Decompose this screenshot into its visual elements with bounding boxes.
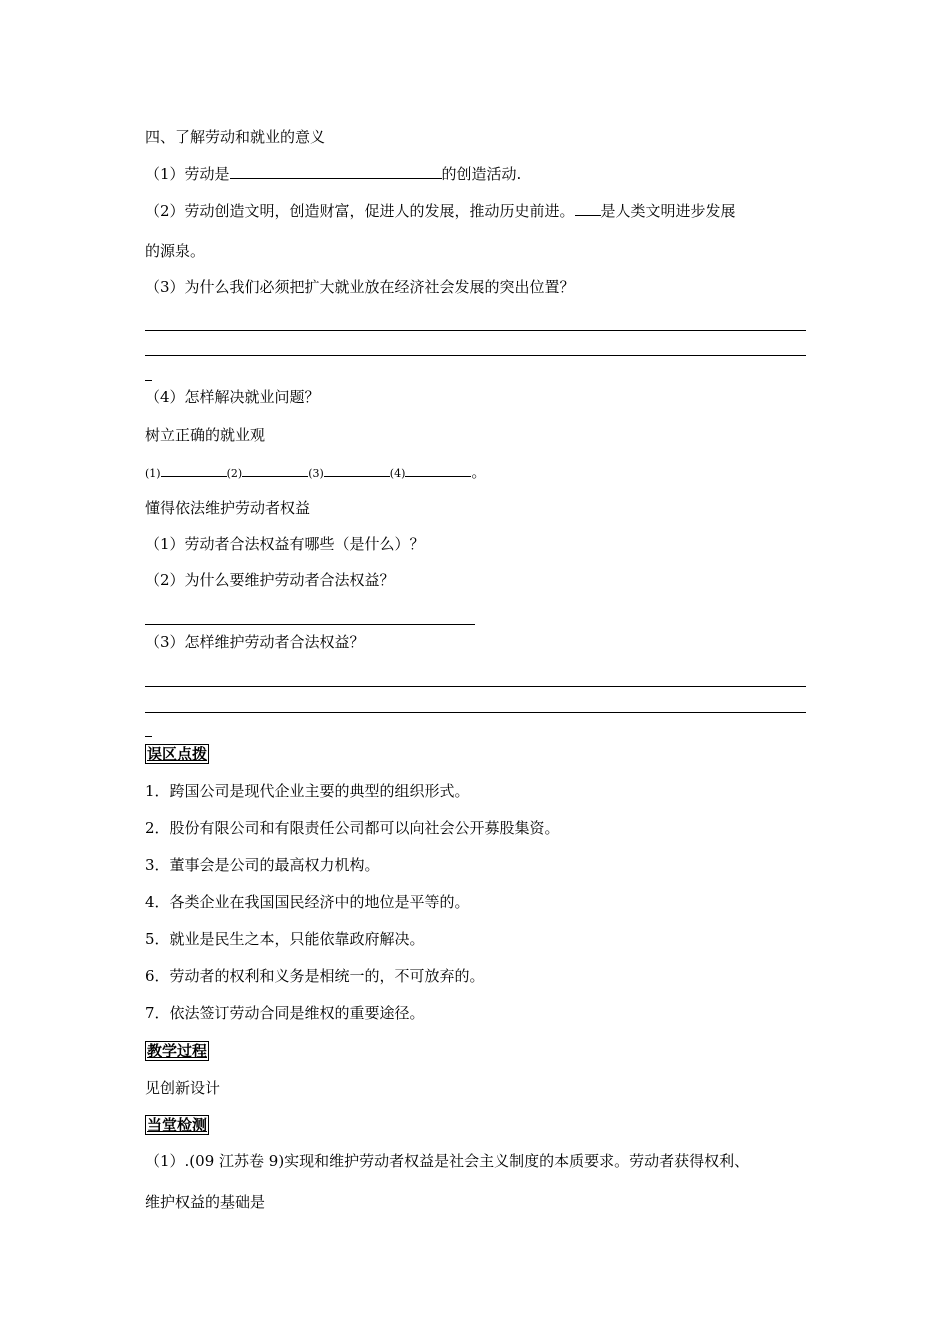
teaching-heading [145,1042,209,1060]
list-item: 1．跨国公司是现代企业主要的典型的组织形式。 [145,782,470,800]
list-item: 2．股份有限公司和有限责任公司都可以向社会公开募股集资。 [145,819,560,837]
question-2-suffix: 是人类文明进步发展 [600,202,736,220]
fill-label: (1) [145,467,161,480]
teaching-heading-text: 教学过程 [147,1042,208,1060]
misconceptions-heading-text: 误区点拨 [147,745,208,763]
answer-line-stub [145,736,152,737]
list-item: 3．董事会是公司的最高权力机构。 [145,856,380,874]
rights-question-3: （3）怎样维护劳动者合法权益？ [145,633,365,651]
check-heading [145,1116,209,1134]
teaching-text: 见创新设计 [145,1079,221,1097]
list-item: 6．劳动者的权利和义务是相统一的，不可放弃的。 [145,967,485,985]
check-question-1: （1）.(09 江苏卷 9)实现和维护劳动者权益是社会主义制度的本质要求。劳动者获得权利、 [145,1152,750,1170]
answer-blank[interactable] [324,462,390,477]
list-item: 5．就业是民生之本，只能依靠政府解决。 [145,930,425,948]
answer-blank[interactable] [575,201,601,216]
answer-blank[interactable] [242,462,308,477]
fill-end: 。 [471,463,487,481]
question-1-suffix: 的创造活动. [441,165,522,183]
answer-line[interactable] [145,686,806,687]
rights-question-2: （2）为什么要维护劳动者合法权益？ [145,571,395,589]
answer-line[interactable] [145,355,806,356]
question-3: （3）为什么我们必须把扩大就业放在经济社会发展的突出位置？ [145,278,575,296]
question-2-text: （2）劳动创造文明，创造财富，促进人的发展，推动历史前进。 [145,202,575,220]
answer-blank[interactable] [405,462,471,477]
fill-label: (3) [308,467,324,480]
list-item: 4．各类企业在我国国民经济中的地位是平等的。 [145,893,470,911]
fill-in-row [145,462,486,483]
check-heading-text: 当堂检测 [147,1116,208,1134]
subheading-employment-view: 树立正确的就业观 [145,426,266,444]
answer-blank[interactable] [161,462,227,477]
question-1-text: （1）劳动是 [145,165,230,183]
section-title: 四、了解劳动和就业的意义 [145,128,326,146]
list-item: 7．依法签订劳动合同是维权的重要途径。 [145,1004,425,1022]
rights-question-1: （1）劳动者合法权益有哪些（是什么）？ [145,535,425,553]
fill-label: (4) [389,467,406,480]
fill-label: (2) [226,467,243,480]
answer-line[interactable] [145,330,806,331]
answer-line[interactable] [145,624,475,625]
check-question-1-continued: 维护权益的基础是 [145,1193,266,1211]
answer-blank[interactable] [230,164,442,179]
misconceptions-heading [145,745,209,763]
answer-line[interactable] [145,712,806,713]
question-4: （4）怎样解决就业问题？ [145,388,320,406]
question-2 [145,201,736,220]
question-2-continued: 的源泉。 [145,242,206,260]
answer-line-stub [145,380,152,381]
subheading-rights: 懂得依法维护劳动者权益 [145,499,311,517]
question-1 [145,164,521,183]
